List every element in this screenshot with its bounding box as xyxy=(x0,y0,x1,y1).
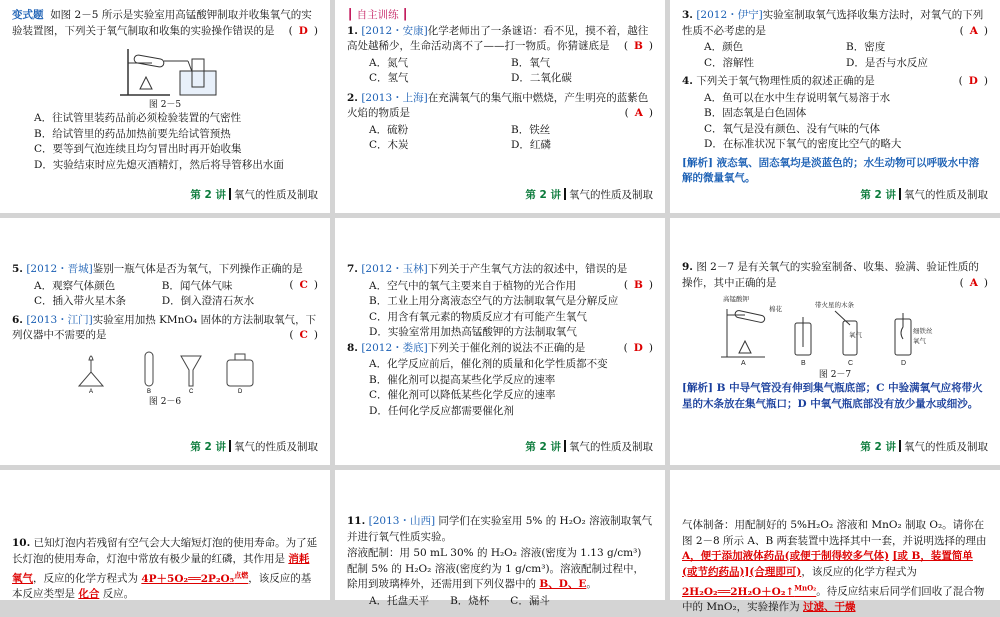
question-stem-part2: ，反应的化学方程式为 xyxy=(33,572,138,585)
fill-answer-1b: [或 B，装置简单(或节约药品)](合理即可) xyxy=(682,550,973,578)
answer-value: B xyxy=(634,40,643,52)
answer-slot: ( C ) xyxy=(289,278,318,291)
question-stem: 下列关于产生氧气方法的叙述中，错误的是 xyxy=(427,263,628,275)
question-stem: 下列关于氧气物理性质的叙述正确的是 xyxy=(696,75,875,87)
figure-letter-a: A xyxy=(741,360,746,367)
option-d: D．二氧化碳 xyxy=(511,72,572,84)
question-6 xyxy=(12,313,318,344)
question-stem-part1: 同学们在实验室用 5% 的 H₂O₂ 溶液制取氧气并进行氧气性质实验。 xyxy=(347,515,653,543)
explanation-text: [解析] B 中导气管没有伸到集气瓶底部；C 中验满氧气应将带火星的木条放在集气瓶口；D 中氧气瓶底部没有放少量水或细沙。 xyxy=(682,382,983,410)
option-b: B．铁丝 xyxy=(511,123,551,136)
alcohol-lamp-icon xyxy=(79,356,103,386)
option-c: C．溶解性 xyxy=(704,56,755,69)
option-b: B．工业上用分离液态空气的方法制取氧气是分解反应 xyxy=(369,295,619,307)
fill-answer-3: 过滤、干燥 xyxy=(803,601,856,613)
slide-questions-3-4 xyxy=(670,0,1000,213)
label-oxygen-d: 氧气 xyxy=(913,338,926,345)
option-d: D．是否与水反应 xyxy=(846,56,928,69)
slide-footer xyxy=(525,188,653,204)
fill-answer: B、D、E xyxy=(539,578,587,590)
figure-letter-c: C xyxy=(189,388,194,395)
option-c: C．木炭 xyxy=(369,139,409,151)
label-potassium-permanganate: 高锰酸钾 xyxy=(723,296,749,303)
lecture-number: 第 2 讲 xyxy=(525,188,561,201)
question-2 xyxy=(347,91,653,122)
figure-letter-b: B xyxy=(801,360,806,367)
question-source: [2012・娄底] xyxy=(361,341,428,354)
answer-value: C xyxy=(299,278,308,291)
question-source: [2013・江门] xyxy=(26,313,93,326)
options-q5 xyxy=(12,279,289,310)
lecture-title: 氧气的性质及制取 xyxy=(234,188,318,201)
figure-letter-d: D xyxy=(901,360,907,367)
answer-slot: ( D ) xyxy=(958,75,988,87)
answer-slot: ( C ) xyxy=(289,329,318,341)
question-source: [2012・晋城] xyxy=(26,263,93,275)
answer-value: D xyxy=(298,24,308,37)
question-stem: 下列关于催化剂的说法不正确的是 xyxy=(427,341,586,354)
stem-part3: 。待反应结束后同学们回收了混合物中的 MnO₂，实验操作为 xyxy=(682,585,985,613)
option-a: A．化学反应前后，催化剂的质量和化学性质都不变 xyxy=(369,358,608,370)
figure-2-5-apparatus xyxy=(110,41,220,97)
slide-question-11-continued xyxy=(670,470,1000,613)
slide-variant-question xyxy=(0,0,330,213)
answer-value: A xyxy=(969,276,978,289)
slide-footer xyxy=(190,440,318,456)
heading-text: 自主训练 xyxy=(356,9,399,21)
options-q11: A．托盘天平 B．烧杯 C．漏斗 xyxy=(369,594,550,607)
option-d: D．在标准状况下氧气的密度比空气的略大 xyxy=(704,138,902,150)
question-source: [2012・玉林] xyxy=(361,263,428,275)
equation-text: 4P＋5O₂══2P₂O₅ xyxy=(141,572,235,585)
answer-slot: ( A ) xyxy=(959,276,988,289)
question-stem: 实验室制取氧气选择收集方法时，对氧气的下列性质不必考虑的是 xyxy=(682,9,984,37)
question-stem: 鉴别一瓶气体是否为氧气，下列操作正确的是 xyxy=(92,263,303,275)
lecture-number: 第 2 讲 xyxy=(860,188,896,201)
footer-divider xyxy=(899,188,901,200)
footer-divider xyxy=(229,440,231,452)
question-11 xyxy=(347,514,653,545)
answer-value: A xyxy=(969,24,978,37)
answer-slot: ( B ) xyxy=(623,40,653,52)
question-stem: 图 2－7 是有关氧气的实验室制备、收集、验满、验证性质的操作，其中正确的是 xyxy=(682,261,979,289)
question-10 xyxy=(12,536,318,603)
figure-2-6-instruments xyxy=(65,346,265,394)
figure-caption: 图 2－5 xyxy=(148,100,182,110)
slide-questions-5-6 xyxy=(0,218,330,465)
reaction-condition: 点燃 xyxy=(234,570,249,579)
option-c: C．用含有氧元素的物质反应才有可能产生氧气 xyxy=(369,310,588,323)
question-source: [2013・上海] xyxy=(361,91,428,104)
figure-2-7-operations xyxy=(715,293,955,367)
figure-letter-d: D xyxy=(238,388,243,395)
question-1 xyxy=(347,24,653,55)
figure-letter-c: C xyxy=(848,360,854,367)
question-number: 10. xyxy=(12,537,31,549)
option-a: A．颜色 xyxy=(704,41,744,53)
question-source: [2013・山西] xyxy=(368,515,436,527)
option-d: D．实验结束时应先熄灭酒精灯，然后将导管移出水面 xyxy=(34,158,284,171)
option-d: D．实验室常用加热高锰酸钾的方法制取氧气 xyxy=(369,326,577,338)
slide-footer xyxy=(860,440,988,456)
option-a: A．硫粉 xyxy=(369,123,409,136)
option-a: A．鱼可以在水中生存说明氧气易溶于水 xyxy=(704,91,891,104)
option-b: B．闻气体气味 xyxy=(161,279,233,292)
question-stem-part2: 溶液配制：用 50 mL 30% 的 H₂O₂ 溶液(密度为 1.13 g/cm³) 配制 5% 的 H₂O₂ 溶液(密度约为 1 g/cm³)。溶液配制过程中，除用到玻璃棒外，还需用到下列仪器中的 xyxy=(347,547,645,590)
question-source: [2012・伊宁] xyxy=(696,9,763,21)
question-number: 4. xyxy=(682,75,693,87)
lecture-title: 氧气的性质及制取 xyxy=(569,440,653,453)
question-9 xyxy=(682,260,988,291)
question-number: 11. xyxy=(347,515,366,527)
slide-question-10 xyxy=(0,470,330,600)
funnel-icon xyxy=(181,356,201,386)
option-d: D．倒入澄清石灰水 xyxy=(161,295,255,307)
question-stem: 化学老师出了一条谜语：看不见，摸不着，越往高处越稀少，生命活动离不了——打一物质。你猜谜底是 xyxy=(347,24,649,52)
lecture-title: 氧气的性质及制取 xyxy=(904,188,988,201)
answer-value: D xyxy=(633,341,643,354)
slide-question-11 xyxy=(335,470,665,607)
question-number: 5. xyxy=(12,263,23,275)
label-cotton: 棉花 xyxy=(769,306,782,313)
lecture-title: 氧气的性质及制取 xyxy=(234,440,318,453)
figure-letter-b: B xyxy=(147,388,152,395)
gas-bottle-icon xyxy=(227,354,253,386)
option-d: D．红磷 xyxy=(511,139,551,151)
answer-value: C xyxy=(299,329,308,341)
option-b: B．密度 xyxy=(846,41,886,53)
lecture-number: 第 2 讲 xyxy=(190,188,226,201)
question-number: 7. xyxy=(347,263,358,275)
question-stem-part4: 反应。 xyxy=(102,588,135,600)
stem-part1: 气体制备：用配制好的 5%H₂O₂ 溶液和 MnO₂ 制取 O₂。请你在图 2－8 所示 A、B 两套装置中选择其中一套，并说明选择的理由 xyxy=(682,519,987,547)
footer-divider xyxy=(564,188,566,200)
option-a: A．往试管里装药品前必须检验装置的气密性 xyxy=(34,112,242,124)
option-a: A．氮气 xyxy=(369,56,409,69)
question-11-solution-prep xyxy=(347,546,653,593)
option-d: D．任何化学反应都需要催化剂 xyxy=(369,404,514,417)
question-stem-part3: 。 xyxy=(586,578,597,590)
figure-caption: 图 2－7 xyxy=(818,370,852,380)
question-number: 6. xyxy=(12,313,23,326)
answer-slot: ( B ) xyxy=(623,278,653,291)
test-tube-icon xyxy=(145,352,153,386)
lecture-number: 第 2 讲 xyxy=(525,440,561,453)
equation-text: 2H₂O₂══2H₂O＋O₂↑ xyxy=(682,585,795,598)
lecture-number: 第 2 讲 xyxy=(190,440,226,453)
gas-preparation-text xyxy=(682,518,988,616)
slide-self-training xyxy=(335,0,665,213)
question-number: 3. xyxy=(682,9,693,21)
slide-questions-7-8 xyxy=(335,218,665,465)
fill-answer-2 xyxy=(141,570,249,585)
question-number: 8. xyxy=(347,341,358,354)
lecture-title: 氧气的性质及制取 xyxy=(569,188,653,201)
question-number: 2. xyxy=(347,91,358,104)
label-oxygen-c: 氧气 xyxy=(849,332,862,339)
fill-answer-1: 消耗氧气 xyxy=(12,552,310,585)
footer-divider xyxy=(564,440,566,452)
question-stem: 如图 2－5 所示是实验室用高锰酸钾制取并收集氧气的实验装置图，下列关于氧气制取和收集的实验操作错误的是 xyxy=(12,9,312,37)
stem-part2: ，该反应的化学方程式为 xyxy=(801,565,917,578)
fill-answer-2 xyxy=(682,583,817,598)
answer-slot: ( D ) xyxy=(623,341,653,354)
options-q1 xyxy=(347,56,653,87)
self-training-heading: ┃ 自主训练 ┃ xyxy=(347,9,409,21)
question-source: [2012・安康] xyxy=(361,24,428,37)
figure-caption: 图 2－6 xyxy=(148,396,182,407)
question-4 xyxy=(682,74,988,90)
question-number: 1. xyxy=(347,24,358,37)
question-stem: 实验室用加热 KMnO₄ 固体的方法制取氧气，下列仪器中不需要的是 xyxy=(12,313,317,341)
options-q2 xyxy=(347,123,653,154)
explanation-text: [解析] 液态氧、固态氧均是淡蓝色的；水生动物可以呼吸水中溶解的微量氧气。 xyxy=(682,156,980,184)
option-b: B．给试管里的药品加热前要先给试管预热 xyxy=(34,127,231,140)
option-b: B．催化剂可以提高某些化学反应的速率 xyxy=(369,373,556,386)
option-b: B．氧气 xyxy=(511,56,551,69)
option-a: A．观察气体颜色 xyxy=(34,279,116,292)
question-stem-part3: ，该反应的基本反应类型是 xyxy=(12,572,312,600)
variant-label: 变式题 xyxy=(12,9,44,21)
label-glowing-splint: 带火星的木条 xyxy=(815,302,854,309)
answer-slot: ( A ) xyxy=(959,24,988,37)
lecture-number: 第 2 讲 xyxy=(860,440,896,453)
lecture-title: 氧气的性质及制取 xyxy=(904,440,988,453)
question-variant xyxy=(12,8,318,39)
answer-slot: ( A ) xyxy=(624,107,653,119)
option-a: A．空气中的氧气主要来自于植物的光合作用 xyxy=(369,279,577,292)
options-q3 xyxy=(682,40,988,71)
question-3 xyxy=(682,8,988,39)
slide-question-9 xyxy=(670,218,1000,465)
fill-answer-3: 化合 xyxy=(78,588,100,600)
footer-divider xyxy=(229,188,231,200)
option-c: C．氧气是没有颜色、没有气味的气体 xyxy=(704,122,881,135)
option-b: B．固态氧是白色固体 xyxy=(704,107,807,119)
slide-footer xyxy=(525,440,653,456)
option-c: C．插入带火星木条 xyxy=(34,295,127,307)
label-iron-wire: 细铁丝 xyxy=(913,328,933,335)
footer-divider xyxy=(899,440,901,452)
slide-footer xyxy=(190,188,318,204)
fill-answer-1: A，便于添加液体药品(或便于制得较多气体) xyxy=(682,550,890,562)
figure-letter-a: A xyxy=(89,388,94,395)
answer-value: B xyxy=(634,278,643,291)
option-c: C．要等到气泡连续且均匀冒出时再开始收集 xyxy=(34,143,242,155)
slide-footer xyxy=(860,188,988,204)
answer-slot: ( D ) xyxy=(288,24,318,37)
question-stem: 在充满氧气的集气瓶中燃烧，产生明亮的蓝紫色火焰的物质是 xyxy=(347,91,649,119)
question-number: 9. xyxy=(682,261,693,273)
answer-value: D xyxy=(968,75,978,87)
question-stem-part1: 已知灯泡内若残留有空气会大大缩短灯泡的使用寿命。为了延长灯泡的使用寿命，灯泡中常放有极少量的红磷，其作用是 xyxy=(12,537,318,565)
option-c: C．氢气 xyxy=(369,72,409,84)
reaction-condition: MnO₂ xyxy=(794,583,817,592)
answer-value: A xyxy=(634,107,643,119)
option-c: C．催化剂可以降低某些化学反应的速率 xyxy=(369,389,556,401)
question-8 xyxy=(347,341,653,357)
